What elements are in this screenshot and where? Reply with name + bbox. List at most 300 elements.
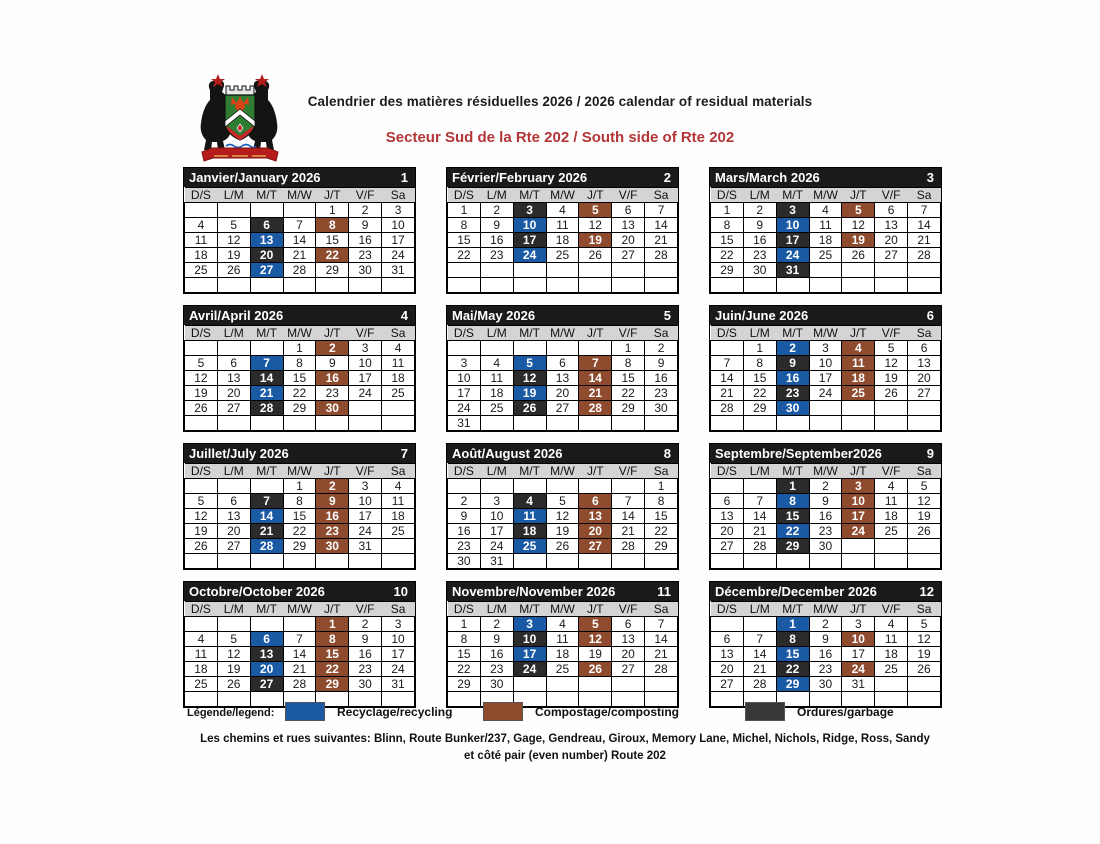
week-row <box>711 371 941 386</box>
day-cell: 30 <box>743 263 776 278</box>
day-cell: 1 <box>645 479 678 494</box>
day-of-week-header: J/T <box>579 602 612 617</box>
empty-cell <box>875 263 908 278</box>
day-of-week-header: M/T <box>776 602 809 617</box>
month-title-bar <box>447 306 678 325</box>
week-row <box>448 617 678 632</box>
day-of-week-header: L/M <box>743 188 776 203</box>
week-row <box>185 677 415 692</box>
day-cell: 9 <box>809 632 842 647</box>
day-cell: 16 <box>448 524 481 539</box>
day-cell: 15 <box>711 233 744 248</box>
month-title-bar <box>447 582 678 601</box>
empty-cell <box>185 617 218 632</box>
month-number: 7 <box>400 446 408 461</box>
day-cell: 11 <box>382 494 415 509</box>
day-of-week-header: J/T <box>842 326 875 341</box>
day-cell-recycling: 20 <box>250 662 283 677</box>
day-cell: 2 <box>349 617 382 632</box>
legend-item-label: Recyclage/recycling <box>337 704 453 719</box>
day-cell-garbage: 8 <box>776 632 809 647</box>
empty-cell <box>480 479 513 494</box>
day-cell: 1 <box>316 203 349 218</box>
day-cell: 4 <box>185 632 218 647</box>
legend-item-garbage <box>745 702 894 721</box>
day-cell: 14 <box>283 647 316 662</box>
day-cell: 3 <box>480 494 513 509</box>
day-cell-garbage: 12 <box>513 371 546 386</box>
day-cell: 21 <box>645 647 678 662</box>
day-cell: 28 <box>645 248 678 263</box>
day-cell-composting: 2 <box>316 341 349 356</box>
day-cell: 24 <box>809 386 842 401</box>
day-of-week-header: D/S <box>448 188 481 203</box>
week-row <box>448 647 678 662</box>
week-row <box>448 401 678 416</box>
composting-color-swatch <box>483 702 523 721</box>
empty-cell <box>546 677 579 692</box>
day-cell-composting: 7 <box>579 356 612 371</box>
day-cell: 27 <box>217 401 250 416</box>
day-cell-garbage: 20 <box>250 248 283 263</box>
day-cell: 10 <box>382 218 415 233</box>
empty-cell <box>875 554 908 569</box>
empty-cell <box>283 278 316 293</box>
day-cell-composting: 2 <box>316 479 349 494</box>
empty-cell <box>480 416 513 431</box>
day-cell: 11 <box>875 632 908 647</box>
day-of-week-header: M/T <box>513 464 546 479</box>
day-of-week-header: Sa <box>645 188 678 203</box>
month-calendar <box>446 305 679 432</box>
day-cell-recycling: 27 <box>250 263 283 278</box>
day-of-week-header: V/F <box>875 464 908 479</box>
empty-cell <box>480 278 513 293</box>
day-cell: 10 <box>349 356 382 371</box>
empty-cell <box>776 554 809 569</box>
empty-cell <box>908 263 941 278</box>
empty-cell <box>217 416 250 431</box>
street-list-line2: et côté pair (even number) Route 202 <box>464 750 666 762</box>
day-cell: 15 <box>743 371 776 386</box>
day-of-week-header: V/F <box>875 602 908 617</box>
day-cell: 2 <box>480 617 513 632</box>
week-row <box>448 233 678 248</box>
day-of-week-row <box>448 326 678 341</box>
day-cell-recycling: 25 <box>513 539 546 554</box>
empty-cell <box>842 401 875 416</box>
day-cell-recycling: 30 <box>776 401 809 416</box>
day-of-week-header: M/T <box>776 188 809 203</box>
day-of-week-header: M/W <box>809 326 842 341</box>
month-calendar <box>183 305 416 432</box>
day-cell: 22 <box>711 248 744 263</box>
week-row <box>185 632 415 647</box>
day-cell-recycling: 16 <box>776 371 809 386</box>
day-cell: 17 <box>349 371 382 386</box>
empty-cell <box>776 278 809 293</box>
week-row <box>185 416 415 431</box>
day-cell-garbage: 18 <box>513 524 546 539</box>
month-number: 4 <box>400 308 408 323</box>
day-cell-garbage: 1 <box>776 479 809 494</box>
month-table <box>447 463 678 569</box>
month-table <box>710 187 941 293</box>
day-cell: 5 <box>546 494 579 509</box>
week-row <box>185 662 415 677</box>
week-row <box>711 494 941 509</box>
day-of-week-header: L/M <box>743 464 776 479</box>
empty-cell <box>283 554 316 569</box>
day-cell: 30 <box>480 677 513 692</box>
week-row <box>185 371 415 386</box>
empty-cell <box>250 617 283 632</box>
day-cell: 22 <box>283 386 316 401</box>
day-cell-composting: 18 <box>842 371 875 386</box>
empty-cell <box>711 554 744 569</box>
day-cell: 9 <box>349 218 382 233</box>
day-cell: 6 <box>217 494 250 509</box>
empty-cell <box>776 416 809 431</box>
day-of-week-header: J/T <box>842 188 875 203</box>
day-cell-recycling: 24 <box>776 248 809 263</box>
day-cell: 4 <box>546 203 579 218</box>
day-cell: 1 <box>743 341 776 356</box>
day-cell: 27 <box>612 662 645 677</box>
day-cell: 21 <box>612 524 645 539</box>
day-cell: 2 <box>809 617 842 632</box>
day-cell: 25 <box>875 662 908 677</box>
day-cell-garbage: 10 <box>513 632 546 647</box>
day-of-week-row <box>448 464 678 479</box>
day-cell: 13 <box>546 371 579 386</box>
week-row <box>185 386 415 401</box>
day-of-week-header: J/T <box>316 326 349 341</box>
empty-cell <box>612 677 645 692</box>
empty-cell <box>513 554 546 569</box>
empty-cell <box>743 278 776 293</box>
empty-cell <box>612 479 645 494</box>
day-cell: 24 <box>349 524 382 539</box>
day-cell: 2 <box>480 203 513 218</box>
day-cell: 6 <box>711 494 744 509</box>
day-cell: 10 <box>809 356 842 371</box>
day-of-week-header: M/T <box>776 464 809 479</box>
day-cell: 3 <box>349 479 382 494</box>
day-cell: 11 <box>875 494 908 509</box>
empty-cell <box>842 554 875 569</box>
day-cell: 5 <box>908 617 941 632</box>
day-of-week-header: M/W <box>546 464 579 479</box>
day-of-week-header: M/W <box>546 188 579 203</box>
day-cell: 16 <box>349 647 382 662</box>
day-cell: 11 <box>546 218 579 233</box>
municipal-coat-of-arms-icon <box>188 66 292 166</box>
day-cell: 15 <box>448 233 481 248</box>
day-of-week-header: Sa <box>908 602 941 617</box>
day-cell: 28 <box>645 662 678 677</box>
day-cell: 1 <box>711 203 744 218</box>
empty-cell <box>579 416 612 431</box>
day-cell: 3 <box>809 341 842 356</box>
day-cell-garbage: 23 <box>776 386 809 401</box>
day-cell: 29 <box>283 539 316 554</box>
week-row <box>185 494 415 509</box>
day-cell: 17 <box>349 509 382 524</box>
day-cell-composting: 24 <box>842 524 875 539</box>
month-title-bar <box>710 168 941 187</box>
day-of-week-header: D/S <box>185 188 218 203</box>
day-of-week-header: M/T <box>513 602 546 617</box>
day-cell-garbage: 6 <box>250 218 283 233</box>
day-cell: 28 <box>908 248 941 263</box>
day-cell: 20 <box>612 233 645 248</box>
legend-item-label: Compostage/composting <box>535 704 680 719</box>
day-cell: 23 <box>809 524 842 539</box>
day-cell: 15 <box>612 371 645 386</box>
day-of-week-row <box>448 188 678 203</box>
day-cell-garbage: 9 <box>776 356 809 371</box>
week-row <box>711 539 941 554</box>
month-calendar <box>446 167 679 294</box>
empty-cell <box>645 677 678 692</box>
day-cell: 22 <box>743 386 776 401</box>
week-row <box>711 617 941 632</box>
week-row <box>711 278 941 293</box>
day-cell: 6 <box>711 632 744 647</box>
day-cell: 13 <box>612 218 645 233</box>
empty-cell <box>217 479 250 494</box>
day-cell-recycling: 3 <box>513 617 546 632</box>
day-cell: 27 <box>612 248 645 263</box>
day-cell: 23 <box>480 248 513 263</box>
day-cell: 10 <box>448 371 481 386</box>
empty-cell <box>711 617 744 632</box>
day-cell: 4 <box>382 479 415 494</box>
legend-label: Légende/legend: <box>187 707 275 719</box>
day-cell-garbage: 17 <box>776 233 809 248</box>
day-cell-composting: 21 <box>579 386 612 401</box>
empty-cell <box>875 416 908 431</box>
day-of-week-header: L/M <box>480 464 513 479</box>
day-cell-recycling: 28 <box>250 539 283 554</box>
day-cell-composting: 19 <box>842 233 875 248</box>
day-cell: 29 <box>743 401 776 416</box>
day-of-week-header: M/W <box>546 602 579 617</box>
empty-cell <box>349 278 382 293</box>
day-of-week-header: M/W <box>283 602 316 617</box>
day-cell-recycling: 11 <box>513 509 546 524</box>
day-of-week-header: J/T <box>579 326 612 341</box>
day-cell: 14 <box>743 509 776 524</box>
day-cell: 24 <box>448 401 481 416</box>
day-cell: 11 <box>382 356 415 371</box>
day-cell-composting: 5 <box>579 617 612 632</box>
day-cell-composting: 19 <box>579 233 612 248</box>
empty-cell <box>349 401 382 416</box>
week-row <box>448 524 678 539</box>
day-cell-composting: 30 <box>316 539 349 554</box>
day-of-week-header: V/F <box>612 326 645 341</box>
day-cell: 26 <box>546 539 579 554</box>
day-cell: 8 <box>711 218 744 233</box>
day-cell: 6 <box>612 617 645 632</box>
week-row <box>711 524 941 539</box>
day-cell-composting: 13 <box>579 509 612 524</box>
day-cell: 25 <box>809 248 842 263</box>
day-cell-composting: 6 <box>579 494 612 509</box>
empty-cell <box>513 479 546 494</box>
day-cell-garbage: 29 <box>776 539 809 554</box>
day-cell-recycling: 29 <box>776 677 809 692</box>
week-row <box>711 341 941 356</box>
day-cell: 10 <box>349 494 382 509</box>
day-of-week-header: J/T <box>316 188 349 203</box>
day-cell: 1 <box>448 617 481 632</box>
day-of-week-header: J/T <box>842 464 875 479</box>
day-cell: 1 <box>448 203 481 218</box>
month-title-label: Août/August 2026 <box>452 446 563 461</box>
day-cell: 13 <box>711 647 744 662</box>
month-title-label: Mars/March 2026 <box>715 170 820 185</box>
week-row <box>448 416 678 431</box>
day-of-week-header: L/M <box>217 464 250 479</box>
month-calendar <box>183 581 416 708</box>
week-row <box>448 356 678 371</box>
day-cell-composting: 23 <box>316 524 349 539</box>
day-cell: 7 <box>908 203 941 218</box>
day-cell: 19 <box>875 371 908 386</box>
day-cell-garbage: 21 <box>250 524 283 539</box>
empty-cell <box>546 263 579 278</box>
day-cell: 24 <box>382 662 415 677</box>
day-cell: 7 <box>283 218 316 233</box>
empty-cell <box>250 341 283 356</box>
empty-cell <box>546 554 579 569</box>
month-title-label: Octobre/October 2026 <box>189 584 325 599</box>
day-cell: 3 <box>842 617 875 632</box>
empty-cell <box>283 617 316 632</box>
day-of-week-row <box>185 464 415 479</box>
day-cell: 30 <box>448 554 481 569</box>
empty-cell <box>612 278 645 293</box>
day-of-week-row <box>185 602 415 617</box>
day-cell-garbage: 15 <box>776 509 809 524</box>
month-calendar <box>183 443 416 570</box>
day-cell: 12 <box>908 494 941 509</box>
empty-cell <box>185 416 218 431</box>
empty-cell <box>546 278 579 293</box>
month-title-label: Novembre/November 2026 <box>452 584 616 599</box>
day-cell: 18 <box>382 371 415 386</box>
week-row <box>185 203 415 218</box>
day-of-week-header: J/T <box>579 464 612 479</box>
week-row <box>185 509 415 524</box>
day-cell: 25 <box>382 524 415 539</box>
week-row <box>711 662 941 677</box>
day-cell-garbage: 31 <box>776 263 809 278</box>
empty-cell <box>513 677 546 692</box>
day-cell: 19 <box>908 647 941 662</box>
day-cell: 14 <box>645 632 678 647</box>
day-cell: 28 <box>711 401 744 416</box>
month-title-bar <box>184 168 415 187</box>
day-of-week-header: M/W <box>283 464 316 479</box>
day-cell: 6 <box>217 356 250 371</box>
month-table <box>447 187 678 293</box>
day-cell: 24 <box>382 248 415 263</box>
day-of-week-header: M/T <box>250 602 283 617</box>
day-of-week-header: L/M <box>217 326 250 341</box>
day-cell-composting: 26 <box>579 662 612 677</box>
day-of-week-header: V/F <box>612 188 645 203</box>
week-row <box>448 509 678 524</box>
day-cell: 20 <box>711 662 744 677</box>
week-row <box>711 248 941 263</box>
day-cell-composting: 5 <box>842 203 875 218</box>
week-row <box>711 356 941 371</box>
empty-cell <box>513 341 546 356</box>
day-cell: 17 <box>448 386 481 401</box>
day-cell: 29 <box>283 401 316 416</box>
week-row <box>185 278 415 293</box>
day-cell: 23 <box>316 386 349 401</box>
day-cell: 12 <box>185 509 218 524</box>
day-cell: 18 <box>546 233 579 248</box>
day-cell-composting: 25 <box>842 386 875 401</box>
day-of-week-header: L/M <box>743 602 776 617</box>
empty-cell <box>743 416 776 431</box>
empty-cell <box>908 401 941 416</box>
empty-cell <box>842 416 875 431</box>
day-of-week-header: L/M <box>480 326 513 341</box>
day-of-week-header: M/T <box>776 326 809 341</box>
day-of-week-header: V/F <box>349 188 382 203</box>
day-cell: 14 <box>612 509 645 524</box>
day-cell: 29 <box>645 539 678 554</box>
empty-cell <box>250 479 283 494</box>
day-cell: 25 <box>185 677 218 692</box>
day-cell-composting: 30 <box>316 401 349 416</box>
day-cell: 23 <box>743 248 776 263</box>
day-cell-composting: 10 <box>842 632 875 647</box>
day-cell: 30 <box>809 677 842 692</box>
month-title-label: Décembre/December 2026 <box>715 584 877 599</box>
day-of-week-row <box>448 602 678 617</box>
day-cell-composting: 12 <box>579 632 612 647</box>
day-cell: 4 <box>809 203 842 218</box>
month-title-bar <box>710 582 941 601</box>
day-cell-garbage: 4 <box>513 494 546 509</box>
empty-cell <box>349 554 382 569</box>
day-cell: 7 <box>283 632 316 647</box>
day-cell: 5 <box>185 356 218 371</box>
day-cell: 18 <box>546 647 579 662</box>
month-number: 10 <box>393 584 408 599</box>
day-cell: 7 <box>612 494 645 509</box>
street-list-line1: Les chemins et rues suivantes: Blinn, Route Bunker/237, Gage, Gendreau, Giroux, Memory Lane, Michel, Nichols, Ridge, Ross, Sandy <box>200 733 930 745</box>
month-table <box>184 601 415 707</box>
day-of-week-header: V/F <box>612 602 645 617</box>
day-cell: 30 <box>645 401 678 416</box>
day-cell: 28 <box>612 539 645 554</box>
day-of-week-row <box>711 602 941 617</box>
day-cell: 12 <box>217 233 250 248</box>
week-row <box>185 554 415 569</box>
empty-cell <box>185 278 218 293</box>
day-cell: 19 <box>185 524 218 539</box>
day-cell-composting: 11 <box>842 356 875 371</box>
